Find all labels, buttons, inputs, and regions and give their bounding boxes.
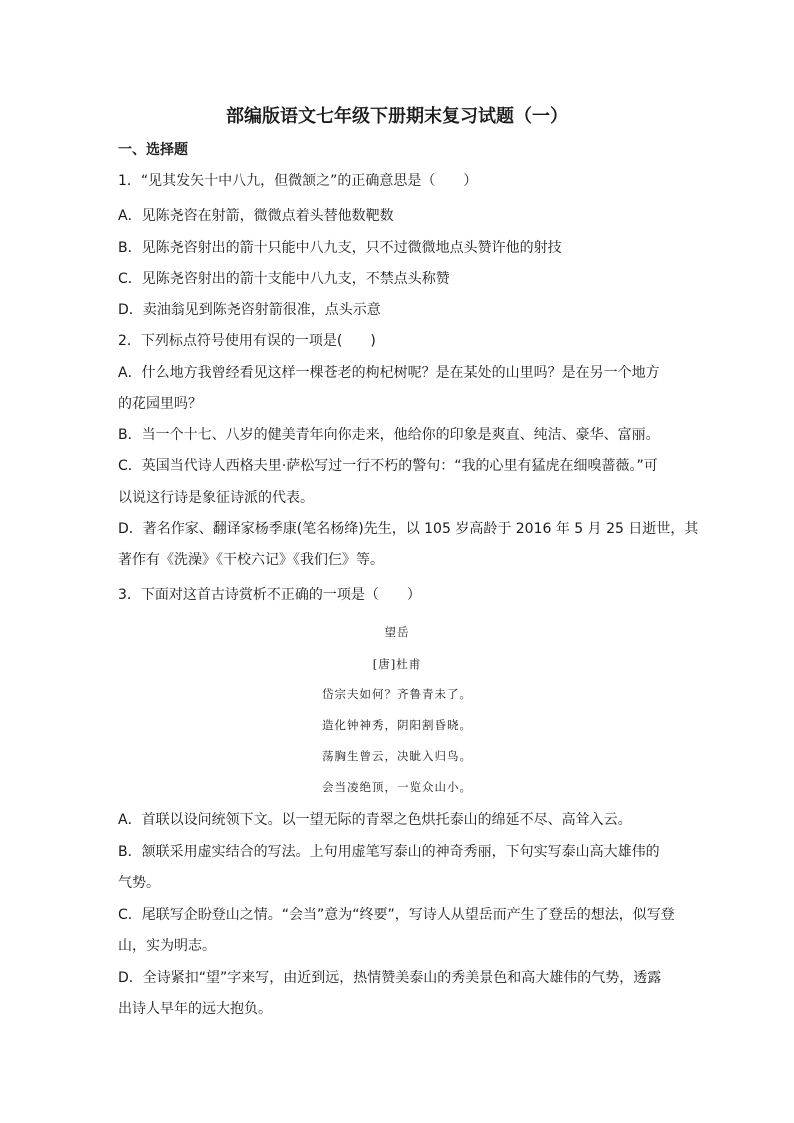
question-3-stem: 3．下面对这首古诗赏析不正确的一项是（ ） <box>118 587 421 603</box>
question-3-option-c: C．尾联写企盼登山之情。“会当”意为“终要”，写诗人从望岳而产生了登岳的想法，似写登 <box>118 907 675 923</box>
question-3-option-b-cont: 气势。 <box>118 875 160 891</box>
question-1-option-a: A．见陈尧咨在射箭，微微点着头替他数靶数 <box>118 208 394 224</box>
poem-author: [唐]杜甫 <box>372 657 422 671</box>
question-2-option-a: A．什么地方我曾经看见这样一棵苍老的枸杞树呢？是在某处的山里吗？是在另一个地方 <box>118 365 660 381</box>
question-3-option-a: A．首联以设问统领下文。以一望无际的青翠之色烘托泰山的绵延不尽、高耸入云。 <box>118 812 632 828</box>
question-2-option-b: B．当一个十七、八岁的健美青年向你走来，他给你的印象是爽直、纯洁、豪华、富丽。 <box>118 427 660 443</box>
page-title: 部编版语文七年级下册期末复习试题（一） <box>226 106 568 127</box>
poem-line: 造化钟神秀，阴阳割昏晓。 <box>322 718 472 732</box>
question-1-stem: 1．“见其发矢十中八九，但微颔之”的正确意思是（ ） <box>118 173 478 189</box>
question-1-option-b: B．见陈尧咨射出的箭十只能中八九支，只不过微微地点头赞许他的射技 <box>118 240 562 256</box>
question-2-option-a-cont: 的花园里吗？ <box>118 396 202 412</box>
question-2-option-c: C．英国当代诗人西格夫里·萨松写过一行不朽的警句：“我的心里有猛虎在细嗅蔷薇。”可 <box>118 458 658 474</box>
poem-line: 岱宗夫如何？齐鲁青未了。 <box>322 687 472 701</box>
question-3-option-d: D．全诗紧扣“望”字来写，由近到远，热情赞美泰山的秀美景色和高大雄伟的气势，透露 <box>118 970 662 986</box>
section-heading: 一、选择题 <box>118 142 188 158</box>
question-2-option-d: D．著名作家、翻译家杨季康(笔名杨绛)先生，以 105 岁高龄于 2016 年 5 月 25 日逝世，其 <box>118 521 699 537</box>
question-3-option-c-cont: 山，实为明志。 <box>118 938 216 954</box>
question-3-option-b: B．颔联采用虚实结合的写法。上句用虚笔写泰山的神奇秀丽，下句实写泰山高大雄伟的 <box>118 844 660 860</box>
question-2-option-c-cont: 以说这行诗是象征诗派的代表。 <box>118 490 314 506</box>
question-2-stem: 2．下列标点符号使用有误的一项是( ) <box>118 333 376 349</box>
question-3-option-d-cont: 出诗人早年的远大抱负。 <box>118 1001 272 1017</box>
question-2-option-d-cont: 著作有《洗澡》《干校六记》《我们仨》等。 <box>118 552 384 568</box>
question-1-option-d: D．卖油翁见到陈尧咨射箭很准，点头示意 <box>118 302 381 318</box>
poem-title: 望岳 <box>384 625 410 639</box>
poem-line: 会当凌绝顶，一览众山小。 <box>322 780 472 794</box>
poem-line: 荡胸生曾云，决眦入归鸟。 <box>322 749 472 763</box>
question-1-option-c: C．见陈尧咨射出的箭十支能中八九支，不禁点头称赞 <box>118 271 450 287</box>
